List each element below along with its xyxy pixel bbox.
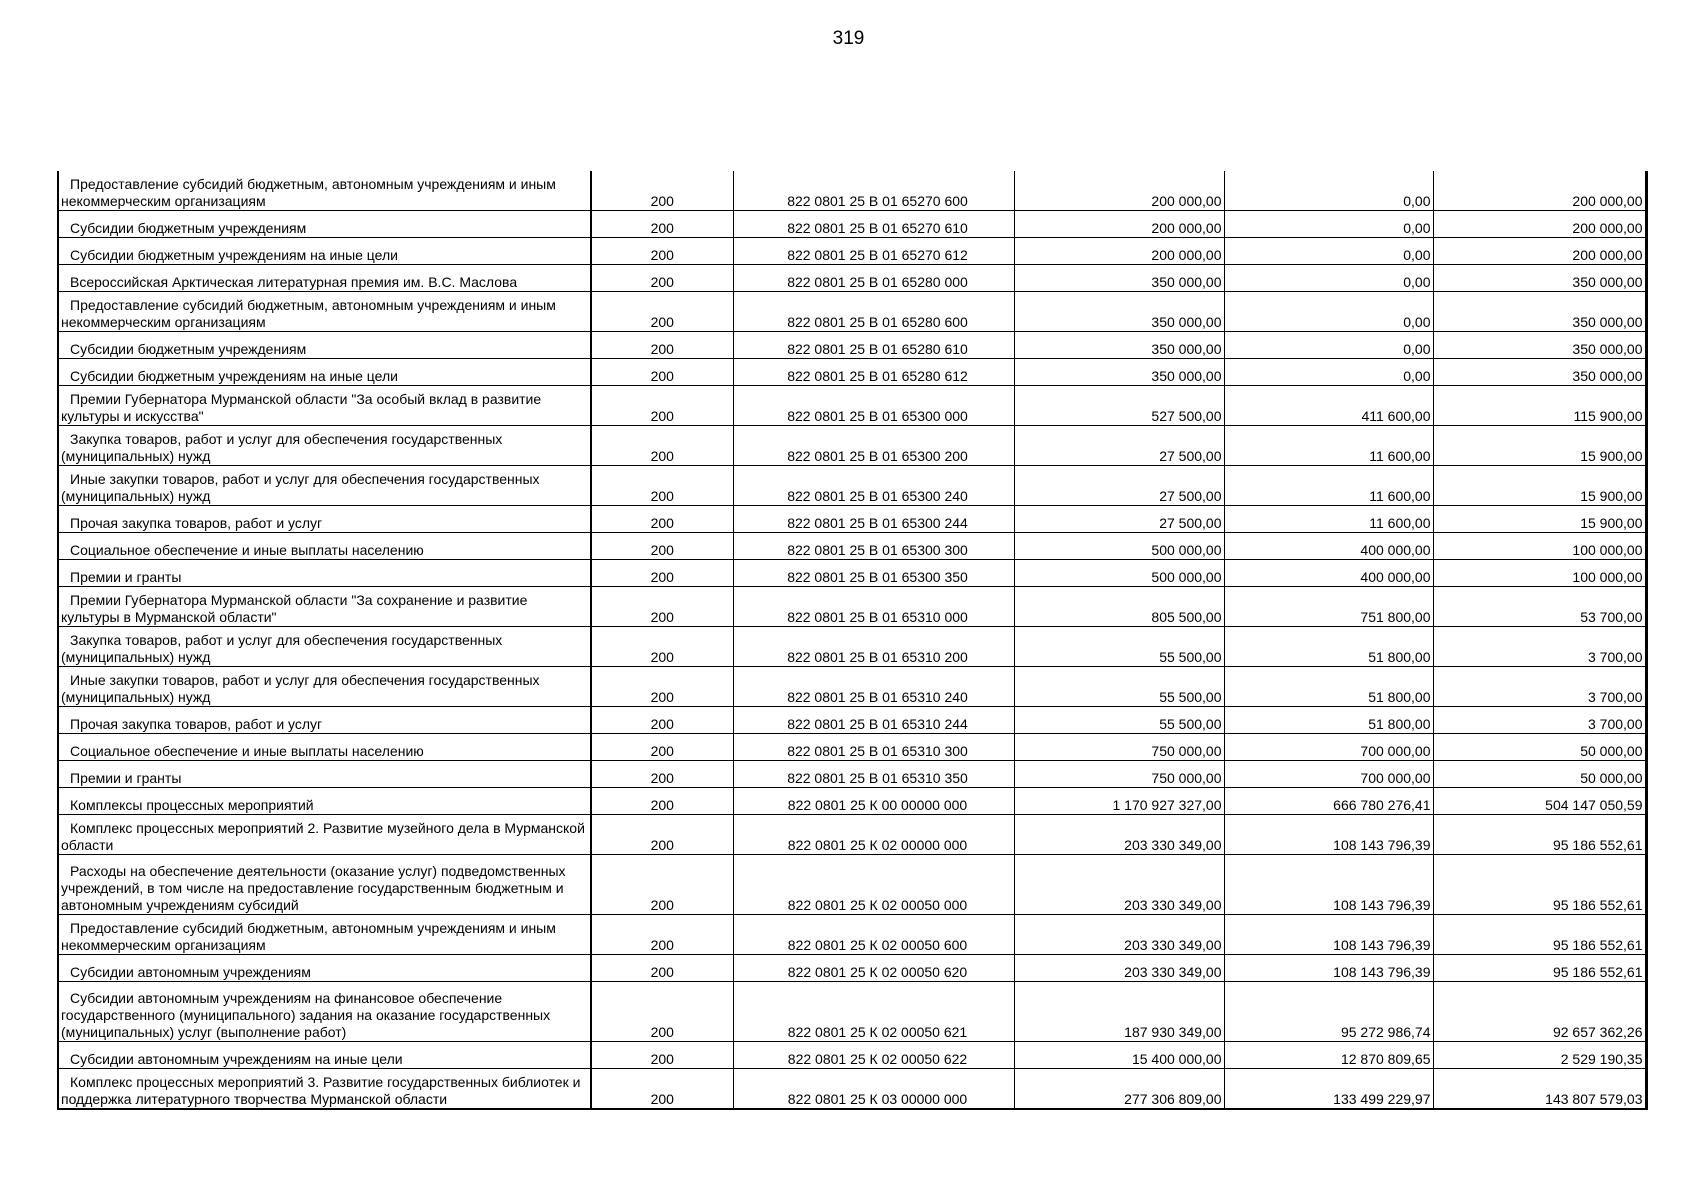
table-row bbox=[58, 1069, 1646, 1110]
row-sum-remaining: 15 900,00 bbox=[1433, 426, 1646, 466]
row-sum-remaining: 95 186 552,61 bbox=[1433, 955, 1646, 982]
row-budget-code: 822 0801 25 В 01 65300 240 bbox=[733, 466, 1014, 506]
row-budget-code: 822 0801 25 К 02 00050 621 bbox=[733, 982, 1014, 1042]
row-sum-executed: 0,00 bbox=[1224, 292, 1433, 332]
row-sum-approved: 203 330 349,00 bbox=[1014, 855, 1224, 915]
table-row bbox=[58, 466, 1646, 506]
row-sum-executed: 0,00 bbox=[1224, 171, 1433, 211]
row-sum-remaining: 95 186 552,61 bbox=[1433, 915, 1646, 955]
row-budget-code: 822 0801 25 В 01 65280 612 bbox=[733, 359, 1014, 386]
row-name: Иные закупки товаров, работ и услуг для обеспечения государственных (муниципальных) нужд bbox=[58, 667, 591, 707]
row-name: Закупка товаров, работ и услуг для обеспечения государственных (муниципальных) нужд bbox=[58, 627, 591, 667]
row-ved-code: 200 bbox=[591, 955, 733, 982]
budget-table bbox=[57, 171, 1648, 1110]
row-budget-code: 822 0801 25 К 02 00050 622 bbox=[733, 1042, 1014, 1069]
row-ved-code: 200 bbox=[591, 815, 733, 855]
row-budget-code: 822 0801 25 В 01 65310 200 bbox=[733, 627, 1014, 667]
table-row bbox=[58, 761, 1646, 788]
table-row bbox=[58, 506, 1646, 533]
row-budget-code: 822 0801 25 К 00 00000 000 bbox=[733, 788, 1014, 815]
row-ved-code: 200 bbox=[591, 734, 733, 761]
table-row bbox=[58, 982, 1646, 1042]
row-budget-code: 822 0801 25 В 01 65270 600 bbox=[733, 171, 1014, 211]
table-row bbox=[58, 788, 1646, 815]
row-name: Иные закупки товаров, работ и услуг для обеспечения государственных (муниципальных) нужд bbox=[58, 466, 591, 506]
budget-table-body bbox=[58, 171, 1646, 1109]
row-budget-code: 822 0801 25 К 02 00050 600 bbox=[733, 915, 1014, 955]
row-sum-executed: 95 272 986,74 bbox=[1224, 982, 1433, 1042]
row-sum-approved: 27 500,00 bbox=[1014, 466, 1224, 506]
row-budget-code: 822 0801 25 В 01 65310 300 bbox=[733, 734, 1014, 761]
row-name: Закупка товаров, работ и услуг для обеспечения государственных (муниципальных) нужд bbox=[58, 426, 591, 466]
row-sum-approved: 750 000,00 bbox=[1014, 761, 1224, 788]
table-row bbox=[58, 667, 1646, 707]
row-budget-code: 822 0801 25 В 01 65300 000 bbox=[733, 386, 1014, 426]
row-name: Предоставление субсидий бюджетным, автономным учреждениям и иным некоммерческим организациям bbox=[58, 171, 591, 211]
row-ved-code: 200 bbox=[591, 1042, 733, 1069]
table-row bbox=[58, 359, 1646, 386]
table-row bbox=[58, 915, 1646, 955]
row-sum-approved: 350 000,00 bbox=[1014, 332, 1224, 359]
row-sum-remaining: 350 000,00 bbox=[1433, 265, 1646, 292]
row-ved-code: 200 bbox=[591, 627, 733, 667]
row-budget-code: 822 0801 25 В 01 65310 000 bbox=[733, 587, 1014, 627]
row-sum-approved: 200 000,00 bbox=[1014, 171, 1224, 211]
row-sum-remaining: 3 700,00 bbox=[1433, 627, 1646, 667]
row-sum-executed: 400 000,00 bbox=[1224, 533, 1433, 560]
row-ved-code: 200 bbox=[591, 587, 733, 627]
row-name: Предоставление субсидий бюджетным, автономным учреждениям и иным некоммерческим организациям bbox=[58, 915, 591, 955]
row-sum-remaining: 504 147 050,59 bbox=[1433, 788, 1646, 815]
table-row bbox=[58, 627, 1646, 667]
row-sum-executed: 51 800,00 bbox=[1224, 707, 1433, 734]
row-sum-remaining: 92 657 362,26 bbox=[1433, 982, 1646, 1042]
row-sum-approved: 1 170 927 327,00 bbox=[1014, 788, 1224, 815]
row-budget-code: 822 0801 25 В 01 65310 350 bbox=[733, 761, 1014, 788]
row-ved-code: 200 bbox=[591, 855, 733, 915]
row-sum-approved: 350 000,00 bbox=[1014, 292, 1224, 332]
table-row bbox=[58, 211, 1646, 238]
row-name: Комплекс процессных мероприятий 3. Развитие государственных библиотек и поддержка литературного творчества Мурманской области bbox=[58, 1069, 591, 1110]
row-name: Прочая закупка товаров, работ и услуг bbox=[58, 506, 591, 533]
row-sum-approved: 350 000,00 bbox=[1014, 359, 1224, 386]
row-sum-executed: 51 800,00 bbox=[1224, 667, 1433, 707]
table-row bbox=[58, 1042, 1646, 1069]
row-budget-code: 822 0801 25 В 01 65280 600 bbox=[733, 292, 1014, 332]
row-name: Субсидии автономным учреждениям на иные цели bbox=[58, 1042, 591, 1069]
row-sum-executed: 0,00 bbox=[1224, 238, 1433, 265]
row-budget-code: 822 0801 25 К 02 00050 000 bbox=[733, 855, 1014, 915]
row-budget-code: 822 0801 25 В 01 65270 612 bbox=[733, 238, 1014, 265]
row-name: Премии и гранты bbox=[58, 560, 591, 587]
row-ved-code: 200 bbox=[591, 667, 733, 707]
table-row bbox=[58, 707, 1646, 734]
row-ved-code: 200 bbox=[591, 332, 733, 359]
row-sum-approved: 27 500,00 bbox=[1014, 426, 1224, 466]
row-name: Прочая закупка товаров, работ и услуг bbox=[58, 707, 591, 734]
row-ved-code: 200 bbox=[591, 426, 733, 466]
row-sum-remaining: 200 000,00 bbox=[1433, 238, 1646, 265]
row-sum-executed: 0,00 bbox=[1224, 211, 1433, 238]
row-budget-code: 822 0801 25 В 01 65310 244 bbox=[733, 707, 1014, 734]
row-budget-code: 822 0801 25 К 02 00050 620 bbox=[733, 955, 1014, 982]
row-name: Субсидии автономным учреждениям на финансовое обеспечение государственного (муниципального) задания на оказание государственных (муниципальных) услуг (выполнение работ) bbox=[58, 982, 591, 1042]
row-sum-approved: 55 500,00 bbox=[1014, 667, 1224, 707]
row-sum-approved: 277 306 809,00 bbox=[1014, 1069, 1224, 1110]
table-row bbox=[58, 855, 1646, 915]
row-sum-executed: 108 143 796,39 bbox=[1224, 855, 1433, 915]
row-ved-code: 200 bbox=[591, 171, 733, 211]
row-budget-code: 822 0801 25 В 01 65300 200 bbox=[733, 426, 1014, 466]
table-row bbox=[58, 955, 1646, 982]
table-row bbox=[58, 292, 1646, 332]
row-budget-code: 822 0801 25 К 02 00000 000 bbox=[733, 815, 1014, 855]
table-row bbox=[58, 560, 1646, 587]
row-sum-executed: 700 000,00 bbox=[1224, 734, 1433, 761]
row-ved-code: 200 bbox=[591, 915, 733, 955]
row-budget-code: 822 0801 25 В 01 65280 000 bbox=[733, 265, 1014, 292]
row-sum-remaining: 200 000,00 bbox=[1433, 171, 1646, 211]
row-sum-approved: 527 500,00 bbox=[1014, 386, 1224, 426]
row-sum-executed: 11 600,00 bbox=[1224, 426, 1433, 466]
row-sum-remaining: 143 807 579,03 bbox=[1433, 1069, 1646, 1110]
row-name: Предоставление субсидий бюджетным, автономным учреждениям и иным некоммерческим организациям bbox=[58, 292, 591, 332]
row-sum-executed: 108 143 796,39 bbox=[1224, 955, 1433, 982]
row-name: Социальное обеспечение и иные выплаты населению bbox=[58, 734, 591, 761]
row-budget-code: 822 0801 25 В 01 65300 300 bbox=[733, 533, 1014, 560]
row-sum-executed: 751 800,00 bbox=[1224, 587, 1433, 627]
row-sum-executed: 411 600,00 bbox=[1224, 386, 1433, 426]
page-number: 319 bbox=[832, 28, 865, 49]
row-sum-approved: 55 500,00 bbox=[1014, 707, 1224, 734]
row-sum-executed: 666 780 276,41 bbox=[1224, 788, 1433, 815]
row-budget-code: 822 0801 25 В 01 65300 350 bbox=[733, 560, 1014, 587]
row-sum-remaining: 53 700,00 bbox=[1433, 587, 1646, 627]
row-name: Субсидии бюджетным учреждениям на иные цели bbox=[58, 238, 591, 265]
row-ved-code: 200 bbox=[591, 1069, 733, 1110]
row-sum-executed: 11 600,00 bbox=[1224, 466, 1433, 506]
table-row bbox=[58, 265, 1646, 292]
table-row bbox=[58, 386, 1646, 426]
row-sum-approved: 203 330 349,00 bbox=[1014, 815, 1224, 855]
row-sum-remaining: 115 900,00 bbox=[1433, 386, 1646, 426]
row-sum-remaining: 100 000,00 bbox=[1433, 560, 1646, 587]
row-budget-code: 822 0801 25 К 03 00000 000 bbox=[733, 1069, 1014, 1110]
row-sum-approved: 750 000,00 bbox=[1014, 734, 1224, 761]
row-sum-remaining: 350 000,00 bbox=[1433, 332, 1646, 359]
row-sum-remaining: 50 000,00 bbox=[1433, 761, 1646, 788]
table-row bbox=[58, 332, 1646, 359]
row-sum-executed: 0,00 bbox=[1224, 332, 1433, 359]
row-sum-executed: 11 600,00 bbox=[1224, 506, 1433, 533]
table-row bbox=[58, 734, 1646, 761]
row-name: Комплекс процессных мероприятий 2. Развитие музейного дела в Мурманской области bbox=[58, 815, 591, 855]
row-sum-remaining: 15 900,00 bbox=[1433, 466, 1646, 506]
row-sum-approved: 203 330 349,00 bbox=[1014, 915, 1224, 955]
row-name: Субсидии автономным учреждениям bbox=[58, 955, 591, 982]
row-sum-executed: 108 143 796,39 bbox=[1224, 915, 1433, 955]
row-sum-executed: 0,00 bbox=[1224, 359, 1433, 386]
row-sum-approved: 350 000,00 bbox=[1014, 265, 1224, 292]
table-row bbox=[58, 533, 1646, 560]
row-sum-executed: 700 000,00 bbox=[1224, 761, 1433, 788]
row-sum-approved: 55 500,00 bbox=[1014, 627, 1224, 667]
row-name: Расходы на обеспечение деятельности (оказание услуг) подведомственных учреждений, в том числе на предоставление государственным бюджетным и автономным учреждениям субсидий bbox=[58, 855, 591, 915]
row-ved-code: 200 bbox=[591, 238, 733, 265]
row-sum-executed: 108 143 796,39 bbox=[1224, 815, 1433, 855]
row-sum-remaining: 15 900,00 bbox=[1433, 506, 1646, 533]
row-ved-code: 200 bbox=[591, 292, 733, 332]
table-row bbox=[58, 587, 1646, 627]
row-sum-approved: 500 000,00 bbox=[1014, 533, 1224, 560]
row-name: Субсидии бюджетным учреждениям на иные цели bbox=[58, 359, 591, 386]
row-ved-code: 200 bbox=[591, 533, 733, 560]
row-ved-code: 200 bbox=[591, 982, 733, 1042]
row-ved-code: 200 bbox=[591, 211, 733, 238]
row-name: Премии и гранты bbox=[58, 761, 591, 788]
row-name: Субсидии бюджетным учреждениям bbox=[58, 211, 591, 238]
row-sum-approved: 200 000,00 bbox=[1014, 211, 1224, 238]
row-sum-remaining: 3 700,00 bbox=[1433, 667, 1646, 707]
row-sum-remaining: 50 000,00 bbox=[1433, 734, 1646, 761]
row-sum-remaining: 3 700,00 bbox=[1433, 707, 1646, 734]
row-budget-code: 822 0801 25 В 01 65310 240 bbox=[733, 667, 1014, 707]
table-row bbox=[58, 238, 1646, 265]
row-sum-approved: 500 000,00 bbox=[1014, 560, 1224, 587]
row-name: Всероссийская Арктическая литературная премия им. В.С. Маслова bbox=[58, 265, 591, 292]
row-sum-approved: 27 500,00 bbox=[1014, 506, 1224, 533]
row-sum-executed: 12 870 809,65 bbox=[1224, 1042, 1433, 1069]
row-sum-remaining: 100 000,00 bbox=[1433, 533, 1646, 560]
row-sum-approved: 15 400 000,00 bbox=[1014, 1042, 1224, 1069]
row-ved-code: 200 bbox=[591, 265, 733, 292]
row-sum-remaining: 350 000,00 bbox=[1433, 359, 1646, 386]
row-budget-code: 822 0801 25 В 01 65300 244 bbox=[733, 506, 1014, 533]
row-name: Премии Губернатора Мурманской области "За сохранение и развитие культуры в Мурманской области" bbox=[58, 587, 591, 627]
row-ved-code: 200 bbox=[591, 386, 733, 426]
row-sum-remaining: 350 000,00 bbox=[1433, 292, 1646, 332]
row-sum-remaining: 200 000,00 bbox=[1433, 211, 1646, 238]
row-sum-remaining: 2 529 190,35 bbox=[1433, 1042, 1646, 1069]
row-name: Социальное обеспечение и иные выплаты населению bbox=[58, 533, 591, 560]
row-sum-approved: 200 000,00 bbox=[1014, 238, 1224, 265]
row-ved-code: 200 bbox=[591, 466, 733, 506]
row-ved-code: 200 bbox=[591, 761, 733, 788]
row-budget-code: 822 0801 25 В 01 65280 610 bbox=[733, 332, 1014, 359]
row-ved-code: 200 bbox=[591, 788, 733, 815]
table-row bbox=[58, 171, 1646, 211]
row-sum-remaining: 95 186 552,61 bbox=[1433, 815, 1646, 855]
row-sum-executed: 51 800,00 bbox=[1224, 627, 1433, 667]
row-ved-code: 200 bbox=[591, 707, 733, 734]
table-row bbox=[58, 815, 1646, 855]
table-row bbox=[58, 426, 1646, 466]
row-name: Комплексы процессных мероприятий bbox=[58, 788, 591, 815]
row-ved-code: 200 bbox=[591, 560, 733, 587]
row-sum-executed: 400 000,00 bbox=[1224, 560, 1433, 587]
row-sum-remaining: 95 186 552,61 bbox=[1433, 855, 1646, 915]
row-sum-executed: 0,00 bbox=[1224, 265, 1433, 292]
row-budget-code: 822 0801 25 В 01 65270 610 bbox=[733, 211, 1014, 238]
row-name: Субсидии бюджетным учреждениям bbox=[58, 332, 591, 359]
row-sum-approved: 187 930 349,00 bbox=[1014, 982, 1224, 1042]
row-sum-executed: 133 499 229,97 bbox=[1224, 1069, 1433, 1110]
row-ved-code: 200 bbox=[591, 359, 733, 386]
row-name: Премии Губернатора Мурманской области "За особый вклад в развитие культуры и искусства" bbox=[58, 386, 591, 426]
row-sum-approved: 203 330 349,00 bbox=[1014, 955, 1224, 982]
row-ved-code: 200 bbox=[591, 506, 733, 533]
row-sum-approved: 805 500,00 bbox=[1014, 587, 1224, 627]
